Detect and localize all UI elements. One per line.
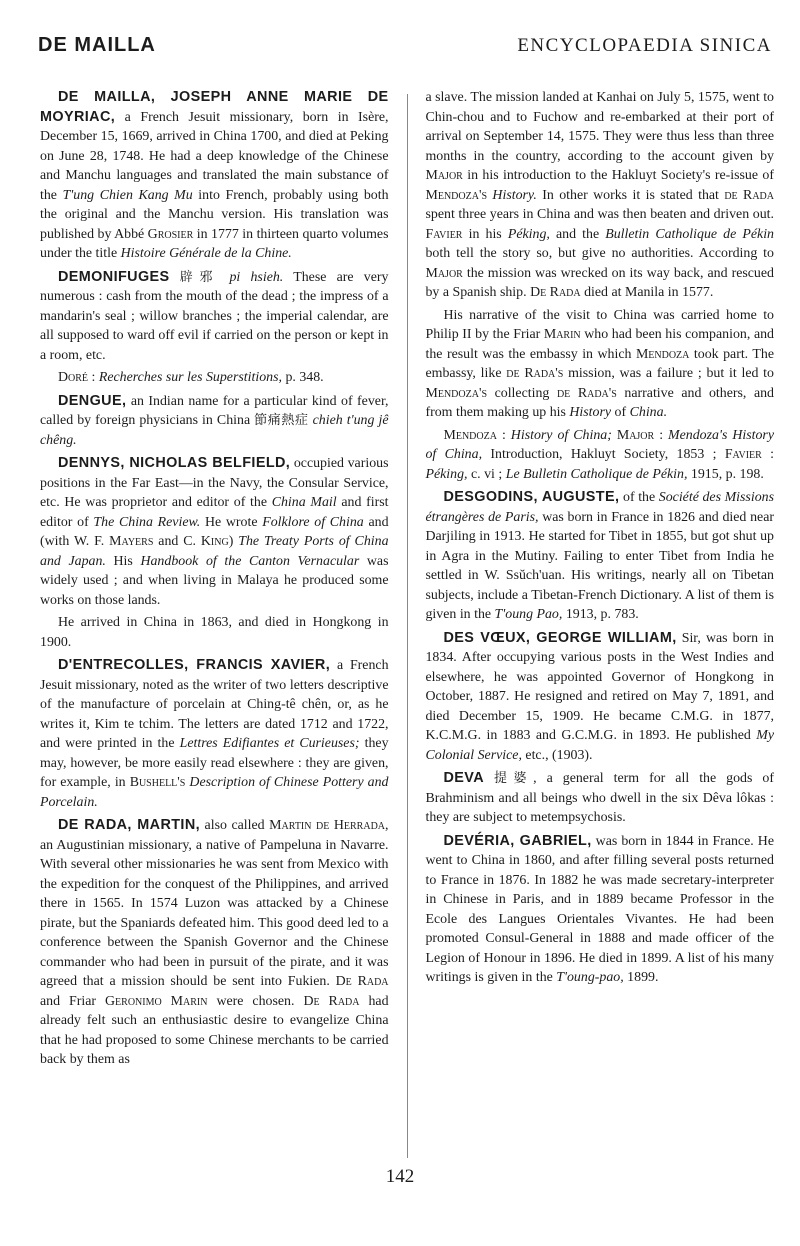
entry-dentrecolles: D'ENTRECOLLES, FRANCIS XAVIER, a French Jesuit missionary, noted as the writer of two letters descriptive of the manufacture of porcelain at Ching-tê chên, or, as he writes it, Kim te tchim. The letters are dated 1712 and 1722, and were printed in the Lettres Edifiantes et Curieuses; they may, however, be more easily read elsewhere : they are given, for example, in Bushell's Description of Chinese Pottery and Porcelain. — [40, 657, 389, 810]
entry-headword: DES VŒUX, GEORGE WILLIAM, — [443, 629, 677, 646]
text-columns — [40, 88, 774, 1158]
entry-de-mailla: DE MAILLA, JOSEPH ANNE MARIE DE MOYRIAC, a French Jesuit missionary, born in Isère, December 15, 1669, arrived in China 1700, and died at Peking on June 28, 1748. He had a deep knowledge of the Chinese and Manchu languages and translated the main substance of the T'ung Chien Kang Mu into French, probably using both the original and the Manchu version. His translation was published by Abbé Grosier in 1777 in thirteen quarto volumes under the title Histoire Générale de la Chine. — [40, 89, 389, 261]
entry-headword: DE MAILLA, JOSEPH ANNE MARIE DE MOYRIAC, — [40, 89, 389, 125]
entry-headword: DESGODINS, AUGUSTE, — [443, 489, 620, 505]
entry-de-rada: DE RADA, MARTIN, also called Martin de Herrada, an Augustinian missionary, a native of Pampeluna in Navarre. With several other missionaries he was sent from Mexico with the expedition for the conquest of the Philippines, and arrived there in 1565. In 1574 Luzon was attacked by a Chinese pirate, but the Spaniards defeated him. This good deed led to a conference between the Spanish Governor and the Chinese commander who had been in pursuit of the pirate, and it was agreed that a mission should be sent into Fukien. De Rada and Friar Geronimo Marin were chosen. De Rada had already felt such an enthusiastic desire to evangelize China that he had proposed to some Chinese merchants to be carried back by them as — [40, 817, 389, 1067]
entry-headword: DENGUE, — [58, 392, 127, 409]
left-column — [40, 88, 389, 1158]
entry-dengue: DENGUE, an Indian name for a particular kind of fever, called by foreign physicians in China 節痛熱症 chieh t'ung jê chêng. — [40, 392, 389, 448]
chinese-characters: 節痛熱症 — [254, 413, 309, 428]
column-divider — [407, 94, 408, 1158]
entry-headword: DENNYS, NICHOLAS BELFIELD, — [58, 455, 291, 471]
running-head — [38, 34, 772, 64]
chinese-characters: 提婆 — [494, 771, 534, 786]
entry-dennys: DENNYS, NICHOLAS BELFIELD, occupied various positions in the Far East—in the Navy, the Consular Service, etc. He was proprietor and editor of the China Mail and first editor of The China Review. He wrote Folklore of China and (with W. F. Mayers and C. King) The Treaty Ports of China and Japan. His Handbook of the Canton Vernacular was widely used ; and when living in Malaya he produced some works on those lands. He arrived in China in 1863, and died in Hongkong in 1900. — [40, 455, 389, 650]
entry-de-rada-continued: a slave. The mission landed at Kanhai on July 5, 1575, went to Chin-chou and to Fuchow and re-embarked at their port of arrival on September 14, 1575. They were thus less than three months in the country, according to the account given by Major in his introduction to the Hakluyt Society's re-issue of Mendoza's History. In other works it is stated that de Rada spent three years in China and was then beaten and driven out. Favier in his Péking, and the Bulletin Catholique de Pékin both tell the story so, but give no authorities. According to Major the mission was wrecked on its way back, and rescued by a Spanish ship. De Rada died at Manila in 1577. His narrative of the visit to China was carried home to Philip II by the Friar Marin who had been his companion, and the result was the embassy in which Mendoza took part. The embassy, like de Rada's mission, was a failure ; but it led to Mendoza's collecting de Rada's narrative and others, and from them making up his History of China. Mendoza : History of China; Major : Mendoza's History of China, Introduction, Hakluyt Society, 1853 ; Favier : Péking, c. vi ; Le Bulletin Catholique de Pékin, 1915, p. 198. — [425, 88, 774, 484]
entry-reference: Doré : Recherches sur les Superstitions, p. 348. — [58, 370, 324, 385]
header-title: ENCYCLOPAEDIA SINICA — [517, 35, 772, 56]
entry-headword: DEVA — [443, 770, 484, 786]
chinese-characters: 辟邪 — [179, 269, 220, 285]
entry-deva: DEVA 提婆, a general term for all the gods of Brahminism and all beings who dwell in the six Dêva lôkas : they are subject to metempsychosis. — [425, 770, 774, 825]
entry-des-voeux: DES VŒUX, GEORGE WILLIAM, Sir, was born in 1834. After occupying various posts in the West Indies and elsewhere, he was appointed Governor of Hongkong in October, 1887. He resigned and retired on May 7, 1891, and died December 15, 1909. He became C.M.G. in 1877, K.C.M.G. in 1883 and G.C.M.G. in 1893. He published My Colonial Service, etc., (1903). — [425, 629, 774, 763]
entry-headword: D'ENTRECOLLES, FRANCIS XAVIER, — [58, 657, 331, 673]
entry-demonifuges: DEMONIFUGES 辟邪 pi hsieh. These are very numerous : cash from the mouth of the dead ; the impress of a mandarin's seal ; willow branches ; the imperial calendar, are all supposed to ward off evil if carried on the person or kept in a room, etc. Doré : Recherches sur les Superstitions, p. 348. — [40, 268, 389, 388]
entry-headword: DEMONIFUGES — [58, 268, 170, 285]
right-column — [425, 88, 774, 1158]
entry-headword: DEVÉRIA, GABRIEL, — [443, 832, 592, 849]
header-headword: DE MAILLA — [38, 34, 156, 56]
entry-reference: Mendoza : History of China; Major : Mendoza's History of China, Introduction, Hakluyt Society, 1853 ; Favier : Péking, c. vi ; Le Bulletin Catholique de Pékin, 1915, p. 198. — [425, 427, 775, 482]
entry-desgodins: DESGODINS, AUGUSTE, of the Société des Missions étrangères de Paris, was born in France in 1826 and died near Darjiling in 1913. He started for Tibet in 1855, but got shut up in Agra in the Mutiny. Failing to enter Tibet from India he settled in W. Ssŭch'uan. His writings, nearly all on Tibetan subjects, include a Tibetan-French Dictionary. A list of them is given in the T'oung Pao, 1913, p. 783. — [425, 489, 774, 622]
entry-headword: DE RADA, MARTIN, — [58, 817, 201, 833]
entry-deveria: DEVÉRIA, GABRIEL, was born in 1844 in France. He went to China in 1860, and after filling several posts returned to France in 1876. In 1882 he was made secretary-interpreter in Chinese in Paris, and in 1889 became Professor in the Ecole des Langues Orientales Vivantes. He had been promoted Consul-General in 1888 and made officer of the Legion of Honour in 1896. He died in 1899. A list of his many writings is given in the T'oung-pao, 1899. — [425, 832, 774, 985]
page-number: 142 — [385, 1166, 415, 1187]
